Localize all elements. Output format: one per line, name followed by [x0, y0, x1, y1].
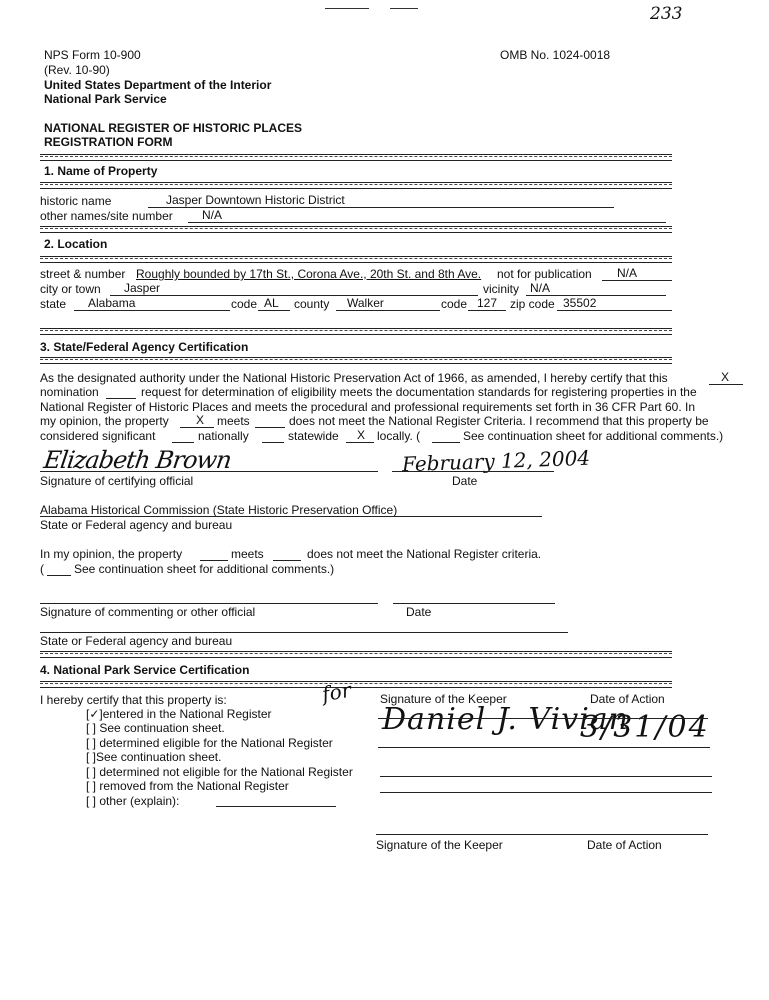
- opinion-b: meets: [231, 547, 264, 561]
- date-label: Date: [452, 474, 478, 488]
- section4-heading: 4. National Park Service Certification: [40, 663, 250, 677]
- certify-statement: I hereby certify that this property is:: [40, 693, 227, 707]
- county-line: [336, 310, 440, 311]
- cert-para-line4-b: meets: [217, 414, 250, 428]
- not-for-publication-value: N/A: [617, 266, 638, 280]
- keeper-line-2: [378, 747, 710, 748]
- cert-para-line3: National Register of Historic Places and meets the procedural and professional requirements set forth in 36 CFR Part 60. In: [40, 400, 695, 414]
- locally-blank: [346, 442, 374, 443]
- meets-mark: X: [196, 413, 205, 427]
- vicinity-label: vicinity: [483, 282, 520, 296]
- certifying-signature: Elizabeth Brown: [42, 446, 233, 474]
- agency-line-2: [40, 632, 568, 633]
- city-label: city or town: [40, 282, 101, 296]
- continuation-blank: [432, 442, 460, 443]
- county-label: county: [294, 297, 330, 311]
- section-divider: [40, 357, 672, 364]
- cert-para-line5-d: locally. (: [377, 429, 421, 443]
- zip-line: [557, 310, 672, 311]
- form-rev: (Rev. 10-90): [44, 63, 110, 77]
- other-names-value: N/A: [202, 208, 223, 222]
- comment-signature-line: [40, 603, 378, 604]
- comment-date-line: [393, 603, 555, 604]
- street-value: Roughly bounded by 17th St., Corona Ave., 20th St. and 8th Ave.: [136, 267, 482, 281]
- vicinity-value: N/A: [530, 281, 551, 295]
- action-label: Date of Action: [590, 692, 665, 706]
- cert-para-line5-e: See continuation sheet for additional comments.): [463, 429, 724, 443]
- nomination-blank: [709, 384, 743, 385]
- section2-heading: 2. Location: [44, 237, 108, 251]
- section-divider: [40, 182, 672, 189]
- zip-label: zip code: [510, 297, 555, 311]
- other-names-line: [188, 222, 666, 223]
- section-divider: [40, 651, 672, 658]
- street-label: street & number: [40, 267, 126, 281]
- nomination-mark: X: [721, 370, 730, 384]
- certifying-date-hand: February 12, 2004: [401, 445, 591, 477]
- state-value: Alabama: [88, 296, 136, 310]
- section-divider: [40, 681, 672, 688]
- cert-para-line4-a: my opinion, the property: [40, 414, 169, 428]
- opinion-meets-blank: [200, 560, 228, 561]
- for-hand: for: [320, 677, 353, 707]
- not-meet-blank: [255, 427, 285, 428]
- keeper-line-3: [380, 776, 712, 777]
- option-removed: [ ] removed from the National Register: [86, 779, 289, 793]
- code-label: code: [231, 297, 258, 311]
- city-value: Jasper: [124, 281, 161, 295]
- state-label: state: [40, 297, 67, 311]
- county-value: Walker: [347, 296, 384, 310]
- opinion-not-blank: [273, 560, 301, 561]
- agency-line: [40, 516, 542, 517]
- option-see-continuation: [ ] See continuation sheet.: [86, 721, 225, 735]
- agency-value: Alabama Historical Commission (State Historic Preservation Office): [40, 503, 398, 517]
- cont-b: See continuation sheet for additional comments.): [74, 562, 335, 576]
- service: National Park Service: [44, 92, 167, 106]
- option-see-continuation-2: [ ]See continuation sheet.: [86, 750, 222, 764]
- cert-para-line1: As the designated authority under the National Historic Preservation Act of 1966, as amended, I hereby certify that this: [40, 371, 668, 385]
- zip-value: 35502: [563, 296, 597, 310]
- signature-line: [40, 471, 378, 472]
- historic-name-value: Jasper Downtown Historic District: [166, 193, 345, 207]
- opinion-c: does not meet the National Register criteria.: [307, 547, 542, 561]
- keeper-line-5: [376, 834, 708, 835]
- code-value: AL: [264, 296, 279, 310]
- statewide-blank: [262, 442, 284, 443]
- cont-a: (: [40, 562, 44, 576]
- corner-mark: 233: [650, 4, 683, 24]
- state-line: [74, 310, 230, 311]
- option-other: [ ] other (explain):: [86, 794, 180, 808]
- cert-para-line2-a: nomination: [40, 385, 99, 399]
- keeper-label: Signature of the Keeper: [380, 692, 507, 706]
- option-eligible: [ ] determined eligible for the National Register: [86, 736, 333, 750]
- cert-para-line4-c: does not meet the National Register Criteria. I recommend that this property be: [289, 414, 709, 428]
- not-for-publication-line: [602, 280, 672, 281]
- keeper-signature: Daniel J. Vivian: [382, 702, 629, 737]
- nationally-blank: [172, 442, 194, 443]
- request-blank: [106, 398, 136, 399]
- meets-blank: [180, 427, 214, 428]
- keeper-line-1: [378, 718, 708, 719]
- other-names-label: other names/site number: [40, 209, 173, 223]
- section-divider: [40, 226, 672, 233]
- form-id: NPS Form 10-900: [44, 48, 141, 62]
- section-divider: [40, 328, 672, 335]
- comment-signature-label: Signature of commenting or other official: [40, 605, 256, 619]
- cert-para-line5-a: considered significant: [40, 429, 156, 443]
- not-for-publication-label: not for publication: [497, 267, 592, 281]
- historic-name-label: historic name: [40, 194, 112, 208]
- option-entered: [✓]entered in the National Register: [86, 707, 272, 721]
- cert-para-line5-b: nationally: [198, 429, 249, 443]
- opinion-a: In my opinion, the property: [40, 547, 183, 561]
- omb-number: OMB No. 1024-0018: [500, 48, 611, 62]
- agency-label-2: State or Federal agency and bureau: [40, 634, 233, 648]
- form-title: NATIONAL REGISTER OF HISTORIC PLACES: [44, 121, 303, 135]
- section1-heading: 1. Name of Property: [44, 164, 158, 178]
- code2-label: code: [441, 297, 468, 311]
- department: United States Department of the Interior: [44, 78, 272, 92]
- keeper-line-4: [380, 792, 712, 793]
- comment-date-label: Date: [406, 605, 432, 619]
- other-explain-line: [216, 806, 336, 807]
- cert-para-line5-c: statewide: [288, 429, 339, 443]
- section-divider: [40, 256, 672, 263]
- form-subtitle: REGISTRATION FORM: [44, 135, 173, 149]
- cont-blank: [47, 575, 71, 576]
- option-not-eligible: [ ] determined not eligible for the National Register: [86, 765, 353, 779]
- agency-label: State or Federal agency and bureau: [40, 518, 233, 532]
- signature-label: Signature of certifying official: [40, 474, 194, 488]
- code2-value: 127: [477, 296, 498, 310]
- city-line: [110, 295, 478, 296]
- code-line: [258, 310, 290, 311]
- date-line: [392, 471, 554, 472]
- scan-mark: [390, 8, 418, 9]
- code2-line: [468, 310, 506, 311]
- scan-mark: [325, 8, 369, 9]
- locally-mark: X: [357, 428, 366, 442]
- section3-heading: 3. State/Federal Agency Certification: [40, 340, 249, 354]
- keeper-label-2: Signature of the Keeper: [376, 838, 503, 852]
- cert-para-line2-b: request for determination of eligibility meets the documentation standards for registering properties in the: [141, 385, 697, 399]
- action-date-hand: 3/31/04: [580, 710, 710, 745]
- section-divider: [40, 154, 672, 161]
- action-label-2: Date of Action: [587, 838, 662, 852]
